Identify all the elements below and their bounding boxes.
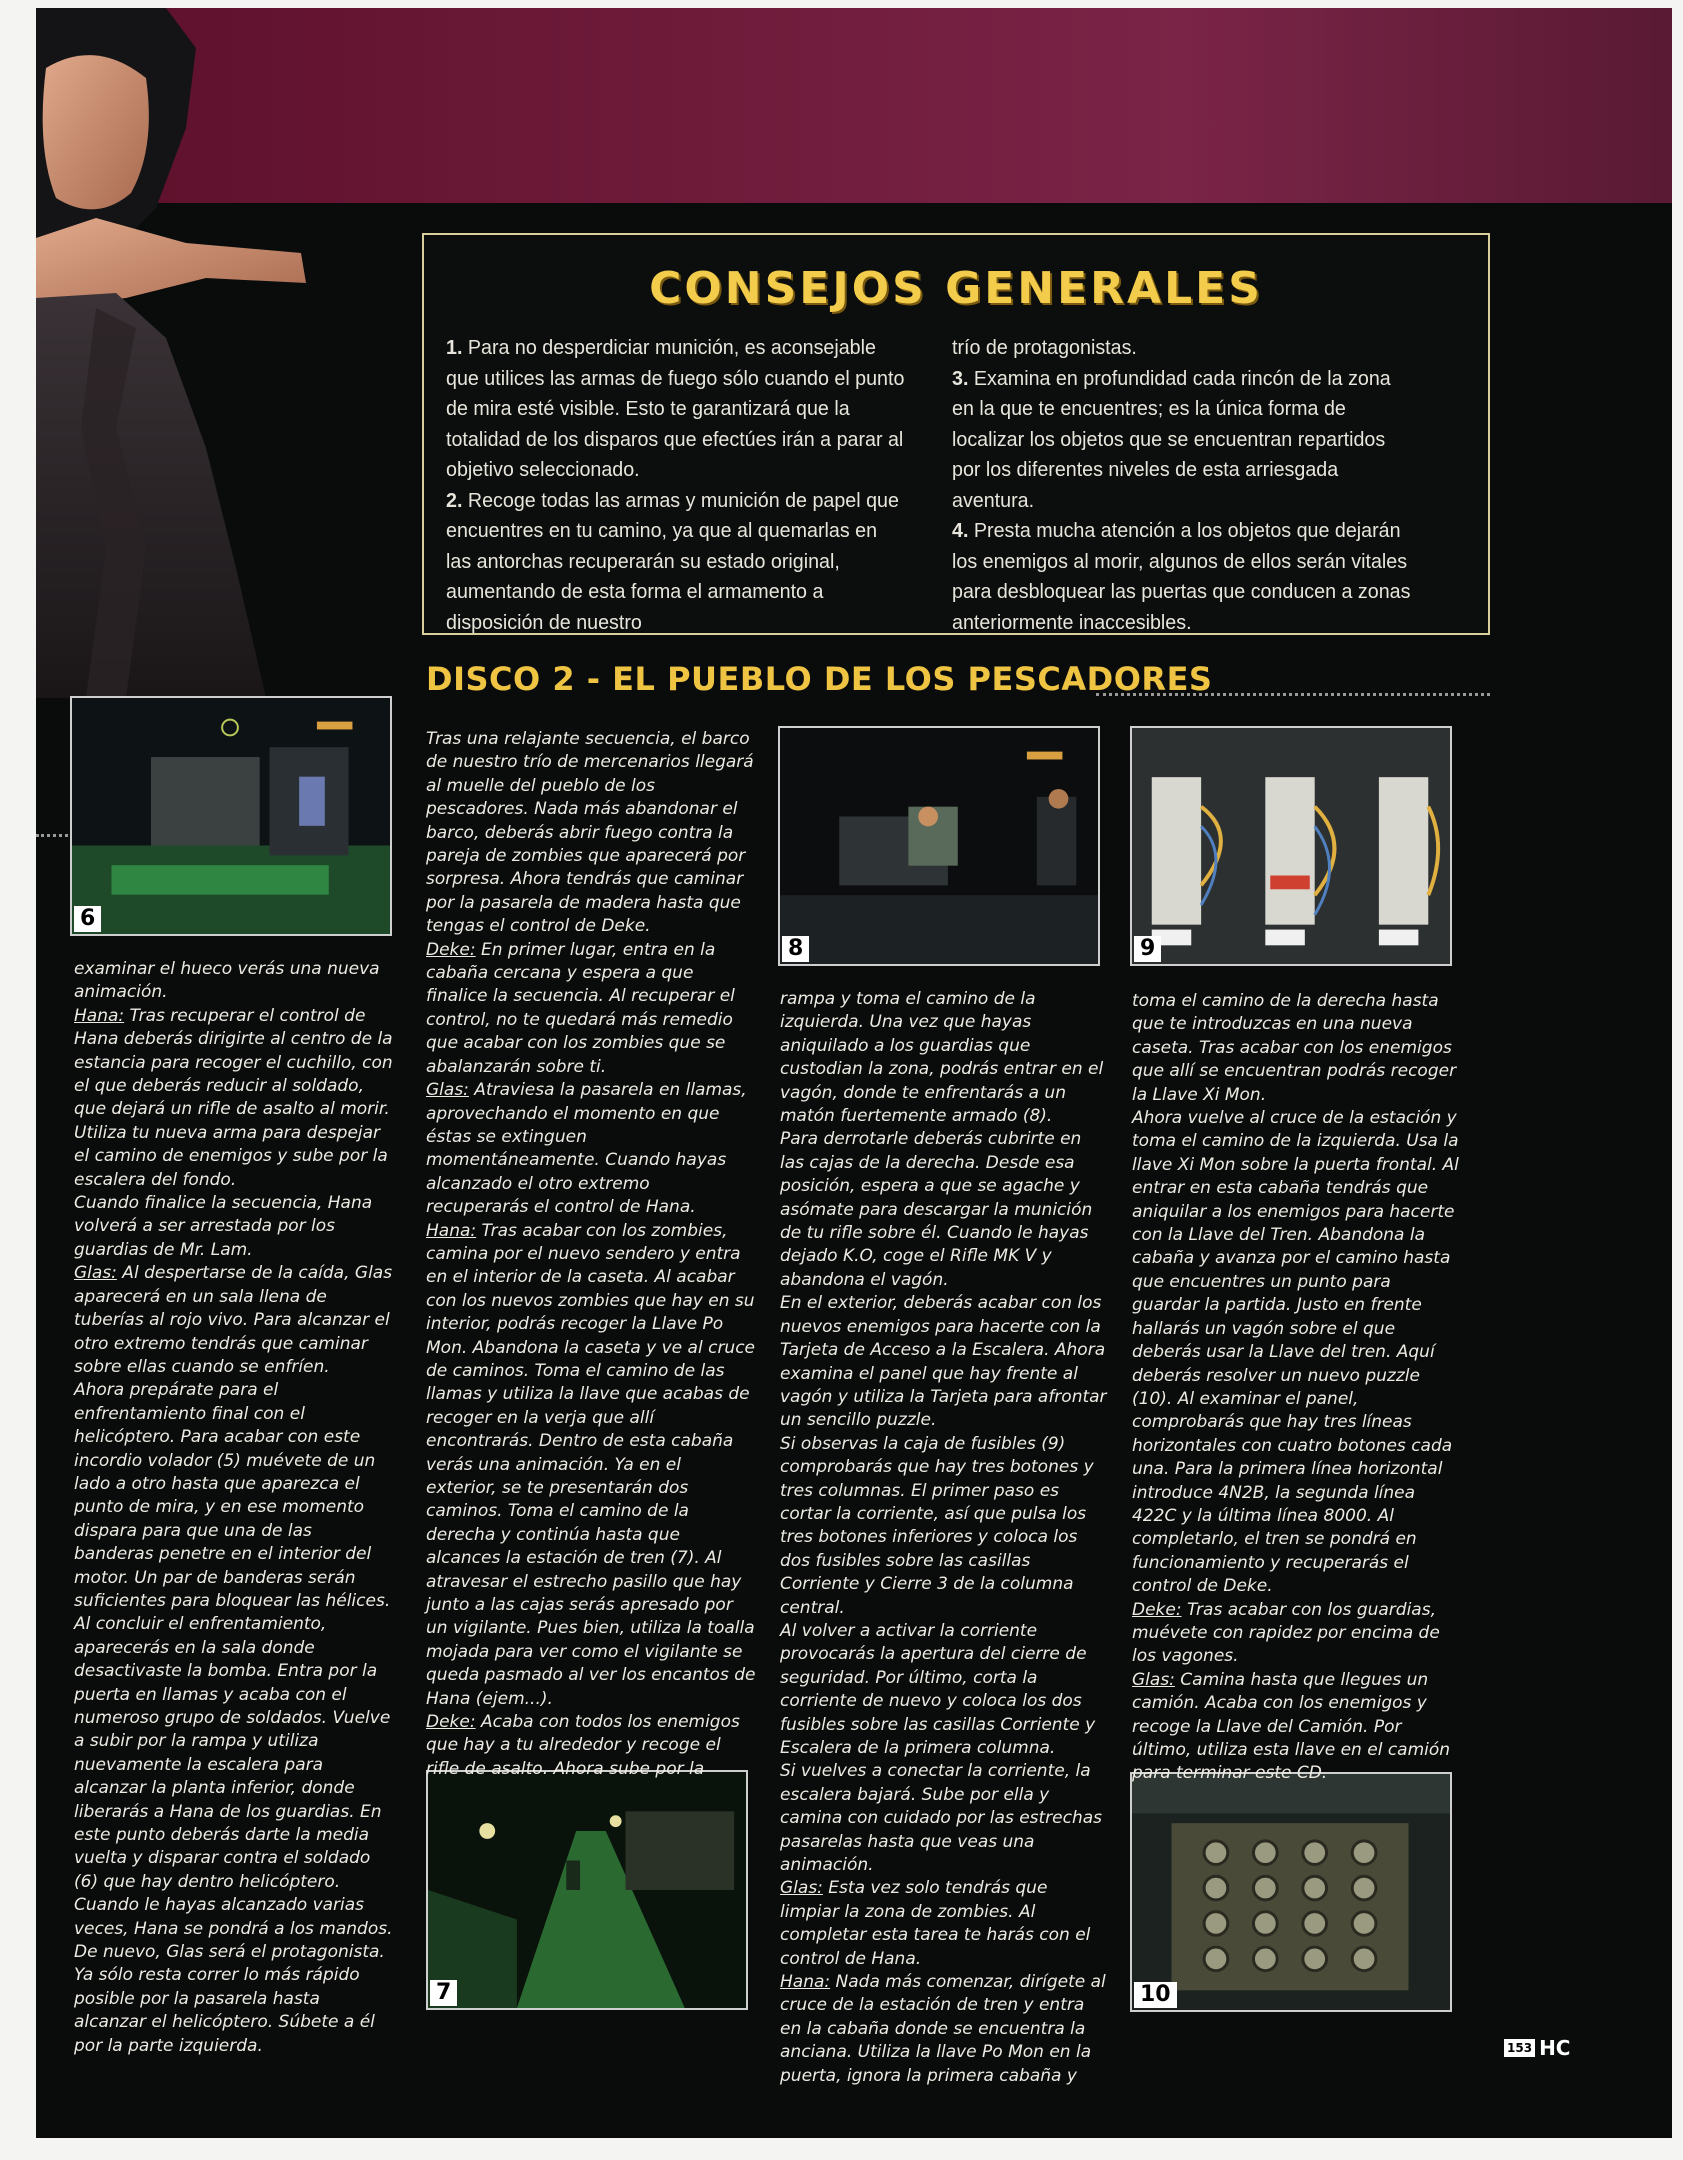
- tip-3: [952, 364, 1413, 517]
- section-title: DISCO 2 - EL PUEBLO DE LOS PESCADORES: [426, 660, 1213, 698]
- screenshot-number: 7: [430, 1980, 457, 2006]
- page-folio: [1504, 2036, 1570, 2060]
- tip-2-continued: trío de protagonistas.: [952, 336, 1137, 359]
- paragraph: [780, 1971, 1110, 2088]
- screenshot-number: 8: [782, 936, 809, 962]
- tips-column-right: [952, 333, 1413, 638]
- paragraph-text: En primer lugar, entra en la cabaña cercana y espera a que finalice la secuencia. Al recuperar el control, no te quedará más remedio que acabar con los zombies que se abalanzarán sobre ti.: [426, 939, 735, 1077]
- page-number: 153: [1504, 2039, 1535, 2057]
- paragraph-text: Acaba con todos los enemigos que hay a tu alrededor y recoge el rifle de asalto. Ahora sube por la: [426, 1712, 740, 1779]
- paragraph-text: Al despertarse de la caída, Glas aparecerá en un sala llena de tuberías al rojo vivo. Para alcanzar el otro extremo tendrás que caminar sobre ellas cuando se enfríen.: [74, 1263, 393, 1377]
- character-name: Glas:: [74, 1263, 117, 1284]
- tip-text: Examina en profundidad cada rincón de la zona en la que te encuentres; es la única forma de localizar los objetos que se encuentran repartidos por los diferentes niveles de esta arriesgada aventura.: [952, 366, 1391, 512]
- paragraph: Ahora vuelve al cruce de la estación y toma el camino de la izquierda. Usa la llave Xi Mon sobre la puerta frontal. Al entrar en esta cabaña tendrás que aniquilar a los enemigos para hacerte con la Llave del Tren. Abandona la cabaña y avanza por el camino hasta que encuentres un punto para guardar la partida. Justo en frente hallarás un vagón sobre el que deberás usar la Llave del tren. Aquí deberás resolver un nuevo puzzle (10). Al examinar el panel, comprobarás que hay tres líneas horizontales con cuatro botones cada una. Para la primera línea horizontal introduce 4N2B, la segunda línea 422C y la última línea 8000. Al completarlo, el tren se pondrá en funcionamiento y recuperarás el control de Deke.: [1132, 1108, 1459, 1597]
- paragraph-text: Tras acabar con los guardias, muévete con rapidez por encima de los vagones.: [1132, 1599, 1440, 1667]
- paragraph: toma el camino de la derecha hasta que te introduzcas en una nueva caseta. Tras acabar con los enemigos que allí se encuentran podrás recoger la Llave Xi Mon.: [1132, 991, 1457, 1105]
- paragraph-text: Tras acabar con los zombies, camina por el nuevo sendero y entra en el interior de la caseta. Al acabar con los nuevos zombies que hay en su interior, podrás recoger la Llave Po Mon. Abandona la caseta y ve al cruce de caminos. Toma el camino de las llamas y utiliza la llave que acabas de recoger en la verja que allí encontrarás. Dentro de esta cabaña verás una animación. Ya en el exterior, se te presentarán dos caminos. Toma el camino de la derecha y continúa hasta que alcances la estación de tren (7). Al atravesar el estrecho pasillo que hay junto a las cajas serás apresado por un vigilante. Pues bien, utiliza la toalla mojada para ver como el vigilante se queda pasmado al ver los encantos de Hana (ejem...).: [426, 1220, 756, 1709]
- paragraph-text: Tras recuperar el control de Hana deberás dirigirte al centro de la estancia para recoger el cuchillo, con el que deberás reducir al soldado, que dejará un rifle de asalto al morir. Utiliza tu nueva arma para despejar el camino de enemigos y sube por la escalera del fondo.: [74, 1005, 393, 1190]
- panel-button: [1352, 1876, 1376, 1900]
- screenshot-7-image: [428, 1772, 746, 2008]
- panel-button: [1204, 1876, 1228, 1900]
- tip-number: 1.: [446, 336, 463, 359]
- panel-button: [1303, 1912, 1327, 1936]
- tip-text: Recoge todas las armas y munición de papel que encuentres en tu camino, ya que al quemarlas en las antorchas recuperarán su estado original, aumentando de esta forma el armamento a disposición de nuestro: [446, 488, 899, 634]
- character-name: Hana:: [780, 1972, 831, 1993]
- tip-text: Presta mucha atención a los objetos que dejarán los enemigos al morir, algunos de ellos serán vitales para desbloquear las puertas que conducen a zonas anteriormente inaccesibles.: [952, 519, 1411, 634]
- panel-button: [1204, 1841, 1228, 1865]
- character-name: Glas:: [780, 1878, 823, 1899]
- character-name: Hana:: [426, 1220, 477, 1241]
- dotted-rule-left: [36, 834, 68, 837]
- tip-text: Para no desperdiciar munición, es aconsejable que utilices las armas de fuego sólo cuando el punto de mira esté visible. Esto te garantizará que la totalidad de los disparos que efectúes irán a parar al objetivo seleccionado.: [446, 336, 905, 481]
- screenshot-7: [426, 1770, 748, 2010]
- screenshot-number: 6: [74, 906, 101, 932]
- character-name: Deke:: [426, 1712, 476, 1733]
- tip-number: 2.: [446, 488, 463, 512]
- paragraph: Al concluir el enfrentamiento, aparecerás en la sala donde desactivaste la bomba. Entra por la puerta en llamas y acaba con el numeroso grupo de soldados. Vuelve a subir por la rampa y utiliza nuevamente la escalera para alcanzar la planta inferior, donde liberarás a Hana de los guardias. En este punto deberás darte la media vuelta y disparar contra el soldado (6) que hay dentro helicóptero. Cuando le hayas alcanzado varias veces, Hana se pondrá a los mandos. De nuevo, Glas será el protagonista. Ya sólo resta correr lo más rápido posible por la pasarela hasta alcanzar el helicóptero. Súbete a él por la parte izquierda.: [74, 1614, 393, 2056]
- screenshot-10-image: [1132, 1774, 1450, 2010]
- screenshot-6: [70, 696, 392, 936]
- general-tips-box: [422, 233, 1490, 635]
- character-name: Deke:: [1132, 1599, 1182, 1620]
- paragraph: Tras una relajante secuencia, el barco de nuestro trío de mercenarios llegará al muelle del pueblo de los pescadores. Nada más abandonar el barco, deberás abrir fuego contra la pareja de zombies que aparecerá por sorpresa. Ahora tendrás que caminar por la pasarela de madera hasta que tengas el control de Deke.: [426, 729, 754, 937]
- panel-button: [1303, 1841, 1327, 1865]
- screenshot-number: 10: [1134, 1982, 1177, 2008]
- panel-button: [1352, 1841, 1376, 1865]
- text-column-3: [780, 988, 1110, 2088]
- tips-title: CONSEJOS GENERALES: [649, 263, 1263, 314]
- text-column-1: [74, 958, 396, 2058]
- panel-button: [1253, 1876, 1277, 1900]
- panel-button: [1303, 1876, 1327, 1900]
- screenshot-8-image: [780, 728, 1098, 964]
- panel-button: [1303, 1947, 1327, 1971]
- screenshot-6-image: [72, 698, 390, 934]
- panel-button: [1253, 1947, 1277, 1971]
- dotted-rule: [1096, 693, 1490, 696]
- paragraph: Para derrotarle deberás cubrirte en las cajas de la derecha. Desde esa posición, espera a que se agache y asómate para descargar la munición de tu rifle sobre él. Cuando le hayas dejado K.O, coge el Rifle MK V y abandona el vagón.: [780, 1129, 1093, 1290]
- paragraph: Al volver a activar la corriente provocarás la apertura del cierre de seguridad. Por último, corta la corriente de nuevo y coloca los dos fusibles sobre las casillas Corriente y Escalera de la primera columna.: [780, 1620, 1096, 1758]
- paragraph-text: Camina hasta que llegues un camión. Acaba con los enemigos y recoge la Llave del Camión. Por último, utiliza esta llave en el camión para terminar este CD.: [1132, 1669, 1451, 1784]
- tips-column-left: [446, 333, 907, 638]
- screenshot-9-image: [1132, 728, 1450, 964]
- panel-button: [1204, 1947, 1228, 1971]
- panel-button: [1204, 1912, 1228, 1936]
- paragraph: En el exterior, deberás acabar con los nuevos enemigos para hacerte con la Tarjeta de Acceso a la Escalera. Ahora examina el panel que hay frente al vagón y utiliza la Tarjeta para afrontar un sencillo puzzle.: [780, 1293, 1107, 1431]
- text-column-2: [426, 728, 756, 1781]
- paragraph: [1132, 1669, 1462, 1786]
- magazine-logo: HC: [1539, 2036, 1571, 2060]
- tip-number: 4.: [952, 519, 969, 542]
- panel-button: [1253, 1912, 1277, 1936]
- paragraph-text: Nada más comenzar, dirígete al cruce de la estación de tren y entra en la cabaña donde se encuentra la anciana. Utiliza la llave Po Mon en la puerta, ignora la primera cabaña y: [780, 1972, 1106, 2086]
- paragraph: Si vuelves a conectar la corriente, la escalera bajará. Sube por ella y camina con cuidado por las estrechas pasarelas hasta que veas una animación.: [780, 1761, 1103, 1876]
- character-name: Deke:: [426, 939, 476, 960]
- paragraph: [780, 1877, 1110, 1971]
- tip-number: 3.: [952, 366, 969, 390]
- text-column-4: [1132, 990, 1462, 1786]
- panel-button: [1352, 1947, 1376, 1971]
- character-name: Glas:: [426, 1080, 469, 1101]
- paragraph-text: Esta vez solo tendrás que limpiar la zona de zombies. Al completar esta tarea te harás con el control de Hana.: [780, 1878, 1091, 1969]
- tip-2: [446, 486, 907, 639]
- character-name: Hana:: [74, 1005, 125, 1026]
- paragraph: [74, 1262, 396, 1379]
- character-illustration: [36, 8, 416, 698]
- screenshot-number: 9: [1134, 936, 1161, 962]
- character-name: Glas:: [1132, 1669, 1175, 1690]
- paragraph: [426, 1711, 756, 1781]
- paragraph: [74, 1005, 396, 1192]
- paragraph-text: Atraviesa la pasarela en llamas, aprovechando el momento en que éstas se extinguen momentáneamente. Cuando hayas alcanzado el otro extremo recuperarás el control de Hana.: [426, 1080, 747, 1218]
- panel-button: [1352, 1912, 1376, 1936]
- paragraph: rampa y toma el camino de la izquierda. Una vez que hayas aniquilado a los guardias que custodian la zona, podrás entrar en el vagón, donde te enfrentarás a un matón fuertemente armado (8).: [780, 989, 1104, 1127]
- paragraph: [426, 1220, 756, 1712]
- tip-1: [446, 333, 907, 486]
- tip-4: [952, 516, 1413, 638]
- panel-button: [1253, 1841, 1277, 1865]
- screenshot-8: [778, 726, 1100, 966]
- paragraph: examinar el hueco verás una nueva animación.: [74, 959, 380, 1003]
- magazine-page: [36, 8, 1672, 2138]
- paragraph: Cuando finalice la secuencia, Hana volverá a ser arrestada por los guardias de Mr. Lam.: [74, 1193, 373, 1260]
- screenshot-9: [1130, 726, 1452, 966]
- paragraph: [426, 939, 756, 1079]
- paragraph: [426, 1079, 756, 1219]
- paragraph: Ahora prepárate para el enfrentamiento final con el helicóptero. Para acabar con este incordio volador (5) muévete de un lado a otro hasta que aparezca el punto de mira, y en ese momento dispara para que una de las banderas penetre en el interior del motor. Un par de banderas serán suficientes para bloquear las hélices.: [74, 1380, 391, 1611]
- screenshot-10: [1130, 1772, 1452, 2012]
- paragraph: [1132, 1599, 1462, 1669]
- paragraph: Si observas la caja de fusibles (9) comprobarás que hay tres botones y tres columnas. El primer paso es cortar la corriente, así que pulsa los tres botones inferiores y coloca los dos fusibles sobre las casillas Corriente y Cierre 3 de la columna central.: [780, 1433, 1094, 1618]
